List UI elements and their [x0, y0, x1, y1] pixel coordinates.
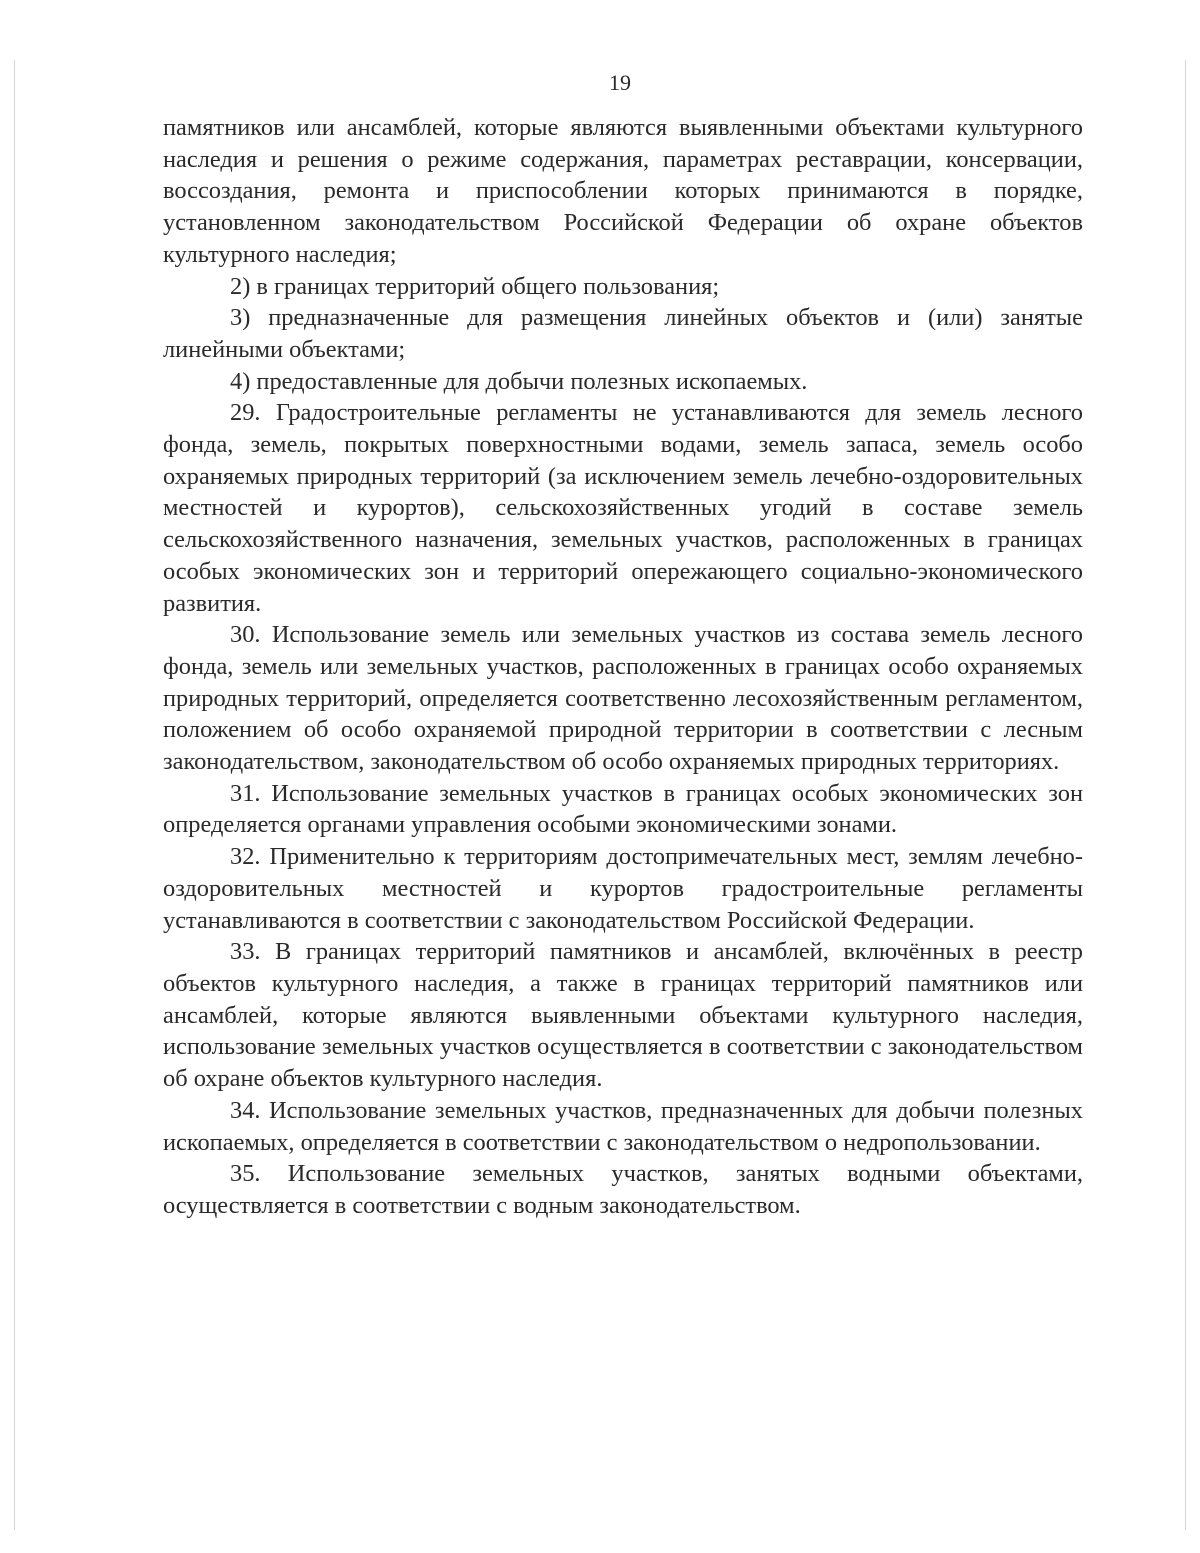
paragraph-continuation: памятников или ансамблей, которые являются выявленными объектами культурного наследия и решения о режиме содержания, параметрах реставрации, консервации, воссоздания, ремонта и приспособлении которых принимаются в порядке, установленном законодательством Российской Федерации об охране объектов культурного наследия; [163, 114, 1083, 268]
list-item-3: 3) предназначенные для размещения линейных объектов и (или) занятые линейными объектами; [163, 304, 1083, 363]
scan-edge-left [14, 60, 15, 1530]
clause-34: 34. Использование земельных участков, предназначенных для добычи полезных ископаемых, определяется в соответствии с законодательством о недропользовании. [163, 1096, 1083, 1156]
clause-33: 33. В границах территорий памятников и ансамблей, включённых в реестр объектов культурного наследия, а также в границах территорий памятников или ансамблей, которые являются выявленными объектами культурного наследия, использование земельных участков осуществляется в соответствии с законодательством об охране объектов культурного наследия. [163, 938, 1083, 1093]
clause-31: 31. Использование земельных участков в границах особых экономических зон определяется органами управления особыми экономическими зонами. [163, 779, 1083, 839]
page-number: 19 [609, 70, 631, 95]
clause-30: 30. Использование земель или земельных участков из состава земель лесного фонда, земель или земельных участков, расположенных в границах особо охраняемых природных территорий, определяется соответственно лесохозяйственным регламентом, положением об особо охраняемой природной территории в соответствии с лесным законодательством, законодательством об особо охраняемых природных территориях. [163, 621, 1083, 776]
list-item-2: 2) в границах территорий общего пользования; [230, 272, 720, 300]
clause-35: 35. Использование земельных участков, занятых водными объектами, осуществляется в соответствии с водным законодательством. [163, 1160, 1083, 1219]
clause-32: 32. Применительно к территориям достопримечательных мест, землям лечебно-оздоровительных местностей и курортов градостроительные регламенты устанавливаются в соответствии с законодательством Российской Федерации. [163, 843, 1083, 934]
clause-29: 29. Градостроительные регламенты не устанавливаются для земель лесного фонда, земель, покрытых поверхностными водами, земель запаса, земель особо охраняемых природных территорий (за исключением земель лечебно-оздоровительных местностей и курортов), сельскохозяйственных угодий в составе земель сельскохозяйственного назначения, земельных участков, расположенных в границах особых экономических зон и территорий опережающего социально-экономического развития. [163, 399, 1083, 617]
scan-edge-right [1185, 60, 1186, 1530]
list-item-4: 4) предоставленные для добычи полезных ископаемых. [230, 367, 808, 395]
document-body [163, 112, 1083, 1222]
